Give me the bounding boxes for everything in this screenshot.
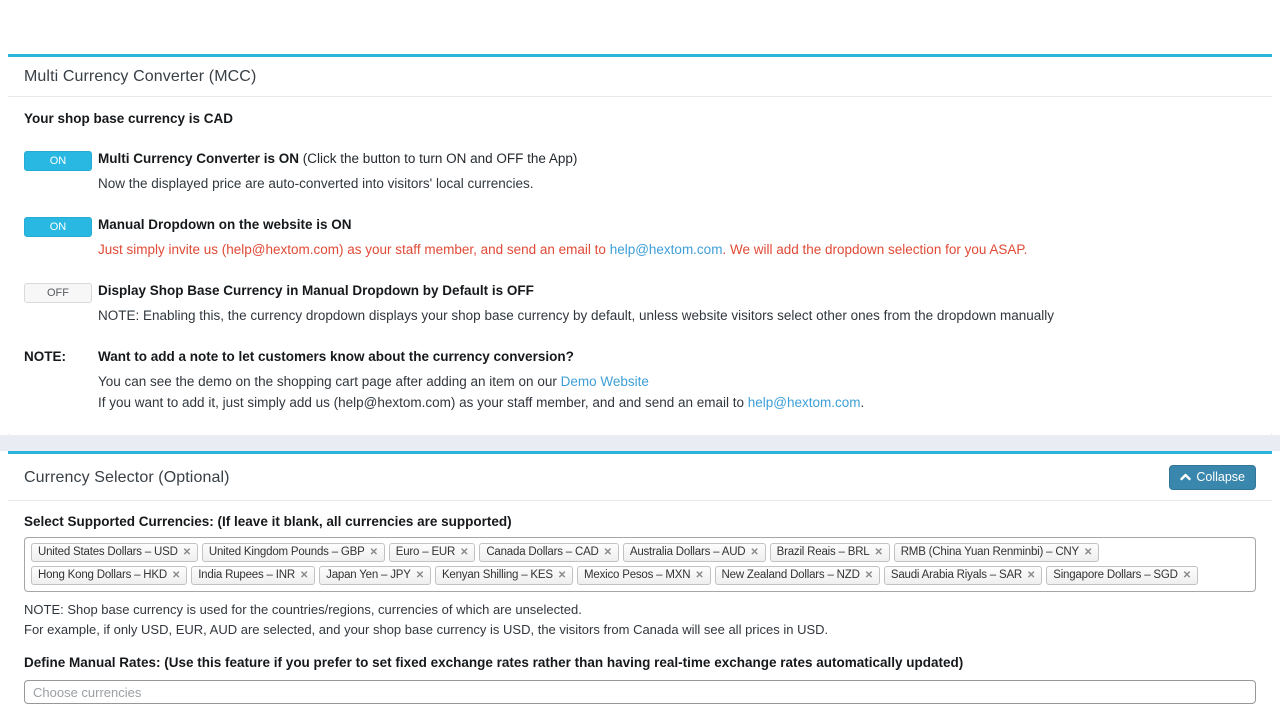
currency-chip [435, 566, 573, 585]
mcc-panel-body [8, 111, 1272, 435]
currency-chip-label: Kenyan Shilling – KES [441, 569, 553, 581]
note-row [24, 349, 1256, 411]
base-currency-line: Your shop base currency is CAD [24, 111, 234, 126]
note-text-col [98, 349, 864, 411]
dropdown-desc-red-2: . We will add the dropdown selection for you ASAP. [722, 242, 1028, 257]
toggle-row-base-display [24, 283, 1256, 324]
toggle-row-dropdown [24, 217, 1256, 258]
remove-currency-icon[interactable]: ✕ [415, 569, 424, 581]
mcc-panel-title: Multi Currency Converter (MCC) [24, 68, 257, 85]
remove-currency-icon[interactable]: ✕ [460, 546, 469, 558]
remove-currency-icon[interactable]: ✕ [369, 546, 378, 558]
converter-toggle-button[interactable]: ON [24, 151, 92, 171]
currency-chip-label: Euro – EUR [395, 546, 456, 558]
toggle-text-col [98, 217, 1027, 258]
remove-currency-icon[interactable]: ✕ [1182, 569, 1191, 581]
currency-chip [31, 566, 187, 585]
base-display-toggle-desc: NOTE: Enabling this, the currency dropdown displays your shop base currency by default, unless website visitors select other ones from the dropdown manually [98, 308, 1054, 323]
toggle-row-converter [24, 151, 1256, 192]
remove-currency-icon[interactable]: ✕ [695, 569, 704, 581]
mcc-panel [8, 54, 1272, 435]
note-demo-line [98, 374, 864, 390]
currency-chip-label: Mexico Pesos – MXN [584, 569, 691, 581]
mcc-panel-header [8, 57, 1272, 97]
currency-chip [191, 566, 315, 585]
choose-currencies-input[interactable] [24, 680, 1256, 704]
remove-currency-icon[interactable]: ✕ [1027, 569, 1036, 581]
selector-note-line2: For example, if only USD, EUR, AUD are selected, and your shop base currency is USD, the visitors from Canada will see all prices in USD. [24, 622, 829, 637]
help-email-link[interactable]: help@hextom.com [609, 242, 723, 257]
note-question [98, 349, 864, 365]
currency-selector-panel [8, 451, 1272, 720]
dropdown-toggle-desc [98, 242, 1027, 258]
remove-currency-icon[interactable]: ✕ [1084, 546, 1093, 558]
currency-chip-label: India Rupees – INR [198, 569, 295, 581]
note-label: NOTE: [24, 349, 66, 364]
note-demo-text: You can see the demo on the shopping cart page after adding an item on our [98, 374, 561, 389]
supported-currencies-label: Select Supported Currencies: (If leave it blank, all currencies are supported) [24, 514, 512, 529]
currency-chip [770, 543, 890, 562]
currency-chip [1046, 566, 1198, 585]
currency-chip-label: Japan Yen – JPY [326, 569, 411, 581]
currency-chip-label: Australia Dollars – AUD [629, 546, 746, 558]
remove-currency-icon[interactable]: ✕ [864, 569, 873, 581]
currency-chip [894, 543, 1100, 562]
currency-chip [884, 566, 1042, 585]
remove-currency-icon[interactable]: ✕ [299, 569, 309, 581]
toggle-text-col [98, 283, 1054, 324]
currency-chip-label: United Kingdom Pounds – GBP [208, 546, 365, 558]
currency-chip-label: Saudi Arabia Riyals – SAR [890, 569, 1023, 581]
currency-chip-label: RMB (China Yuan Renminbi) – CNY [900, 546, 1080, 558]
converter-toggle-desc: Now the displayed price are auto-converted into visitors' local currencies. [98, 176, 534, 191]
manual-rates-label: Define Manual Rates: (Use this feature if you prefer to set fixed exchange rates rather than having real-time exchange rates automatically updated) [24, 655, 964, 670]
currency-chip [319, 566, 431, 585]
remove-currency-icon[interactable]: ✕ [182, 546, 191, 558]
supported-currencies-box[interactable] [24, 537, 1256, 592]
base-display-toggle-label-bold: Display Shop Base Currency in Manual Dropdown by Default is OFF [98, 283, 534, 298]
toggle-text-col [98, 151, 577, 192]
note-add-suffix: . [860, 395, 865, 410]
dropdown-toggle-label-bold: Manual Dropdown on the website is ON [98, 217, 352, 232]
currency-selector-body [8, 514, 1272, 720]
currency-chip [202, 543, 385, 562]
dropdown-toggle-label [98, 217, 1027, 233]
currency-selector-header [8, 454, 1272, 501]
base-display-toggle-button[interactable]: OFF [24, 283, 92, 303]
demo-website-link[interactable]: Demo Website [560, 374, 649, 389]
dropdown-toggle-button[interactable]: ON [24, 217, 92, 237]
note-add-text: If you want to add it, just simply add us (help@hextom.com) as your staff member, and and send an email to [98, 395, 748, 410]
converter-toggle-label [98, 151, 577, 167]
currency-chip-label: United States Dollars – USD [38, 546, 178, 558]
currency-chip [31, 543, 198, 562]
converter-toggle-label-rest: (Click the button to turn ON and OFF the App) [299, 151, 578, 166]
panel-gap [0, 435, 1280, 451]
help-email-link[interactable]: help@hextom.com [747, 395, 861, 410]
remove-currency-icon[interactable]: ✕ [874, 546, 883, 558]
collapse-button-label: Collapse [1196, 470, 1245, 484]
selector-note-line1: NOTE: Shop base currency is used for the countries/regions, currencies of which are unselected. [24, 602, 582, 617]
dropdown-desc-red-1: Just simply invite us (help@hextom.com) as your staff member, and send an email to [98, 242, 610, 257]
currency-chip [577, 566, 711, 585]
currency-chip-label: Canada Dollars – CAD [486, 546, 599, 558]
note-add-line [98, 395, 864, 411]
converter-toggle-label-bold: Multi Currency Converter is ON [98, 151, 300, 166]
currency-selector-title: Currency Selector (Optional) [24, 468, 230, 486]
note-question-text: Want to add a note to let customers know about the currency conversion? [98, 349, 574, 364]
currency-chip [715, 566, 880, 585]
page-top-whitespace [0, 0, 1280, 54]
currency-chip-label: New Zealand Dollars – NZD [721, 569, 860, 581]
remove-currency-icon[interactable]: ✕ [172, 569, 181, 581]
currency-chip [389, 543, 476, 562]
chevron-up-icon [1180, 472, 1191, 482]
currency-chip [479, 543, 619, 562]
base-display-toggle-label [98, 283, 1054, 299]
currency-chip [623, 543, 766, 562]
collapse-button[interactable] [1169, 465, 1256, 490]
remove-currency-icon[interactable]: ✕ [557, 569, 566, 581]
remove-currency-icon[interactable]: ✕ [603, 546, 612, 558]
currency-chip-label: Hong Kong Dollars – HKD [38, 569, 167, 581]
currency-chip-label: Singapore Dollars – SGD [1053, 569, 1178, 581]
currency-chip-label: Brazil Reais – BRL [776, 546, 870, 558]
remove-currency-icon[interactable]: ✕ [750, 546, 759, 558]
